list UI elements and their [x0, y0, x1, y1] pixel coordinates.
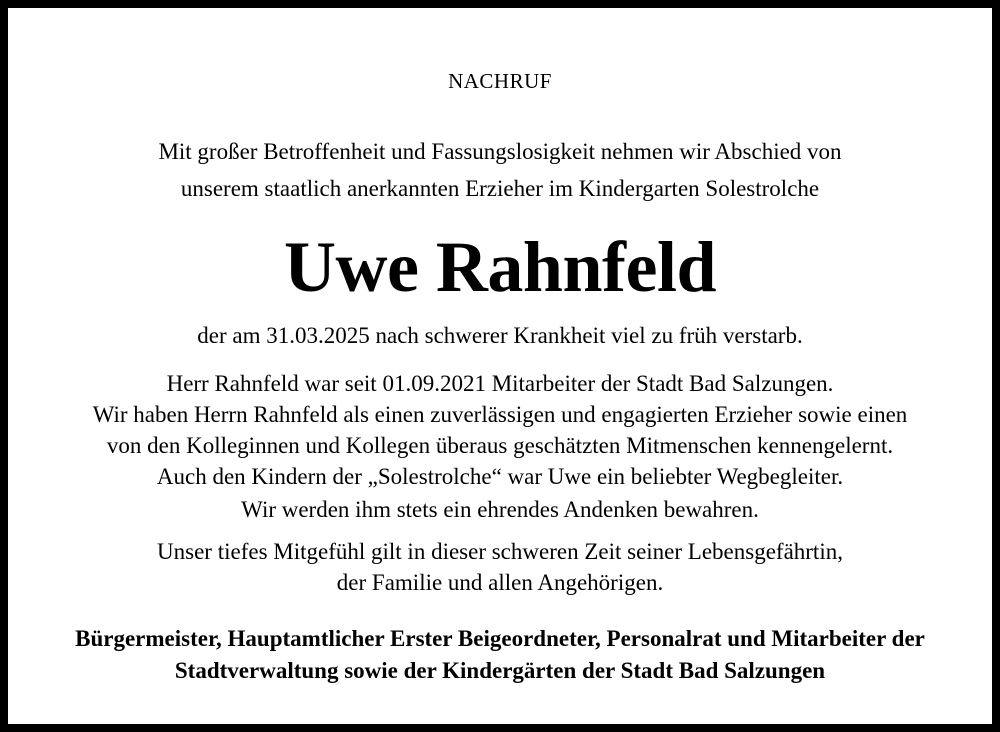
intro-text — [16, 133, 984, 207]
condolence-text — [16, 536, 984, 598]
signature-line: Bürgermeister, Hauptamtlicher Erster Beigeordneter, Personalrat und Mitarbeiter der — [75, 626, 925, 651]
condolence-line: der Familie und allen Angehörigen. — [336, 570, 664, 595]
obituary-content — [16, 16, 984, 716]
tribute-text — [16, 368, 984, 492]
tribute-line: von den Kolleginnen und Kollegen überaus geschätzten Mitmenschen kennengelernt. — [106, 433, 894, 458]
death-line: der am 31.03.2025 nach schwerer Krankheit viel zu früh verstarb. — [197, 323, 803, 348]
condolence-line: Unser tiefes Mitgefühl gilt in dieser schweren Zeit seiner Lebensgefährtin, — [157, 539, 843, 564]
tribute-line: Herr Rahnfeld war seit 01.09.2021 Mitarbeiter der Stadt Bad Salzungen. — [166, 371, 834, 396]
tribute-line: Auch den Kindern der „Solestrolche“ war Uwe ein beliebter Wegbegleiter. — [156, 464, 844, 489]
intro-line: Mit großer Betroffenheit und Fassungslosigkeit nehmen wir Abschied von — [158, 139, 842, 164]
tribute-line: Wir haben Herrn Rahnfeld als einen zuverlässigen und engagierten Erzieher sowie einen — [92, 402, 908, 427]
remembrance-line: Wir werden ihm stets ein ehrendes Andenken bewahren. — [241, 497, 759, 522]
intro-line: unserem staatlich anerkannten Erzieher im Kindergarten Solestrolche — [180, 176, 820, 201]
signature-block — [16, 623, 984, 687]
deceased-name: Uwe Rahnfeld — [283, 227, 716, 307]
notice-heading: NACHRUF — [448, 69, 552, 93]
signature-line: Stadtverwaltung sowie der Kindergärten der Stadt Bad Salzungen — [174, 658, 826, 683]
